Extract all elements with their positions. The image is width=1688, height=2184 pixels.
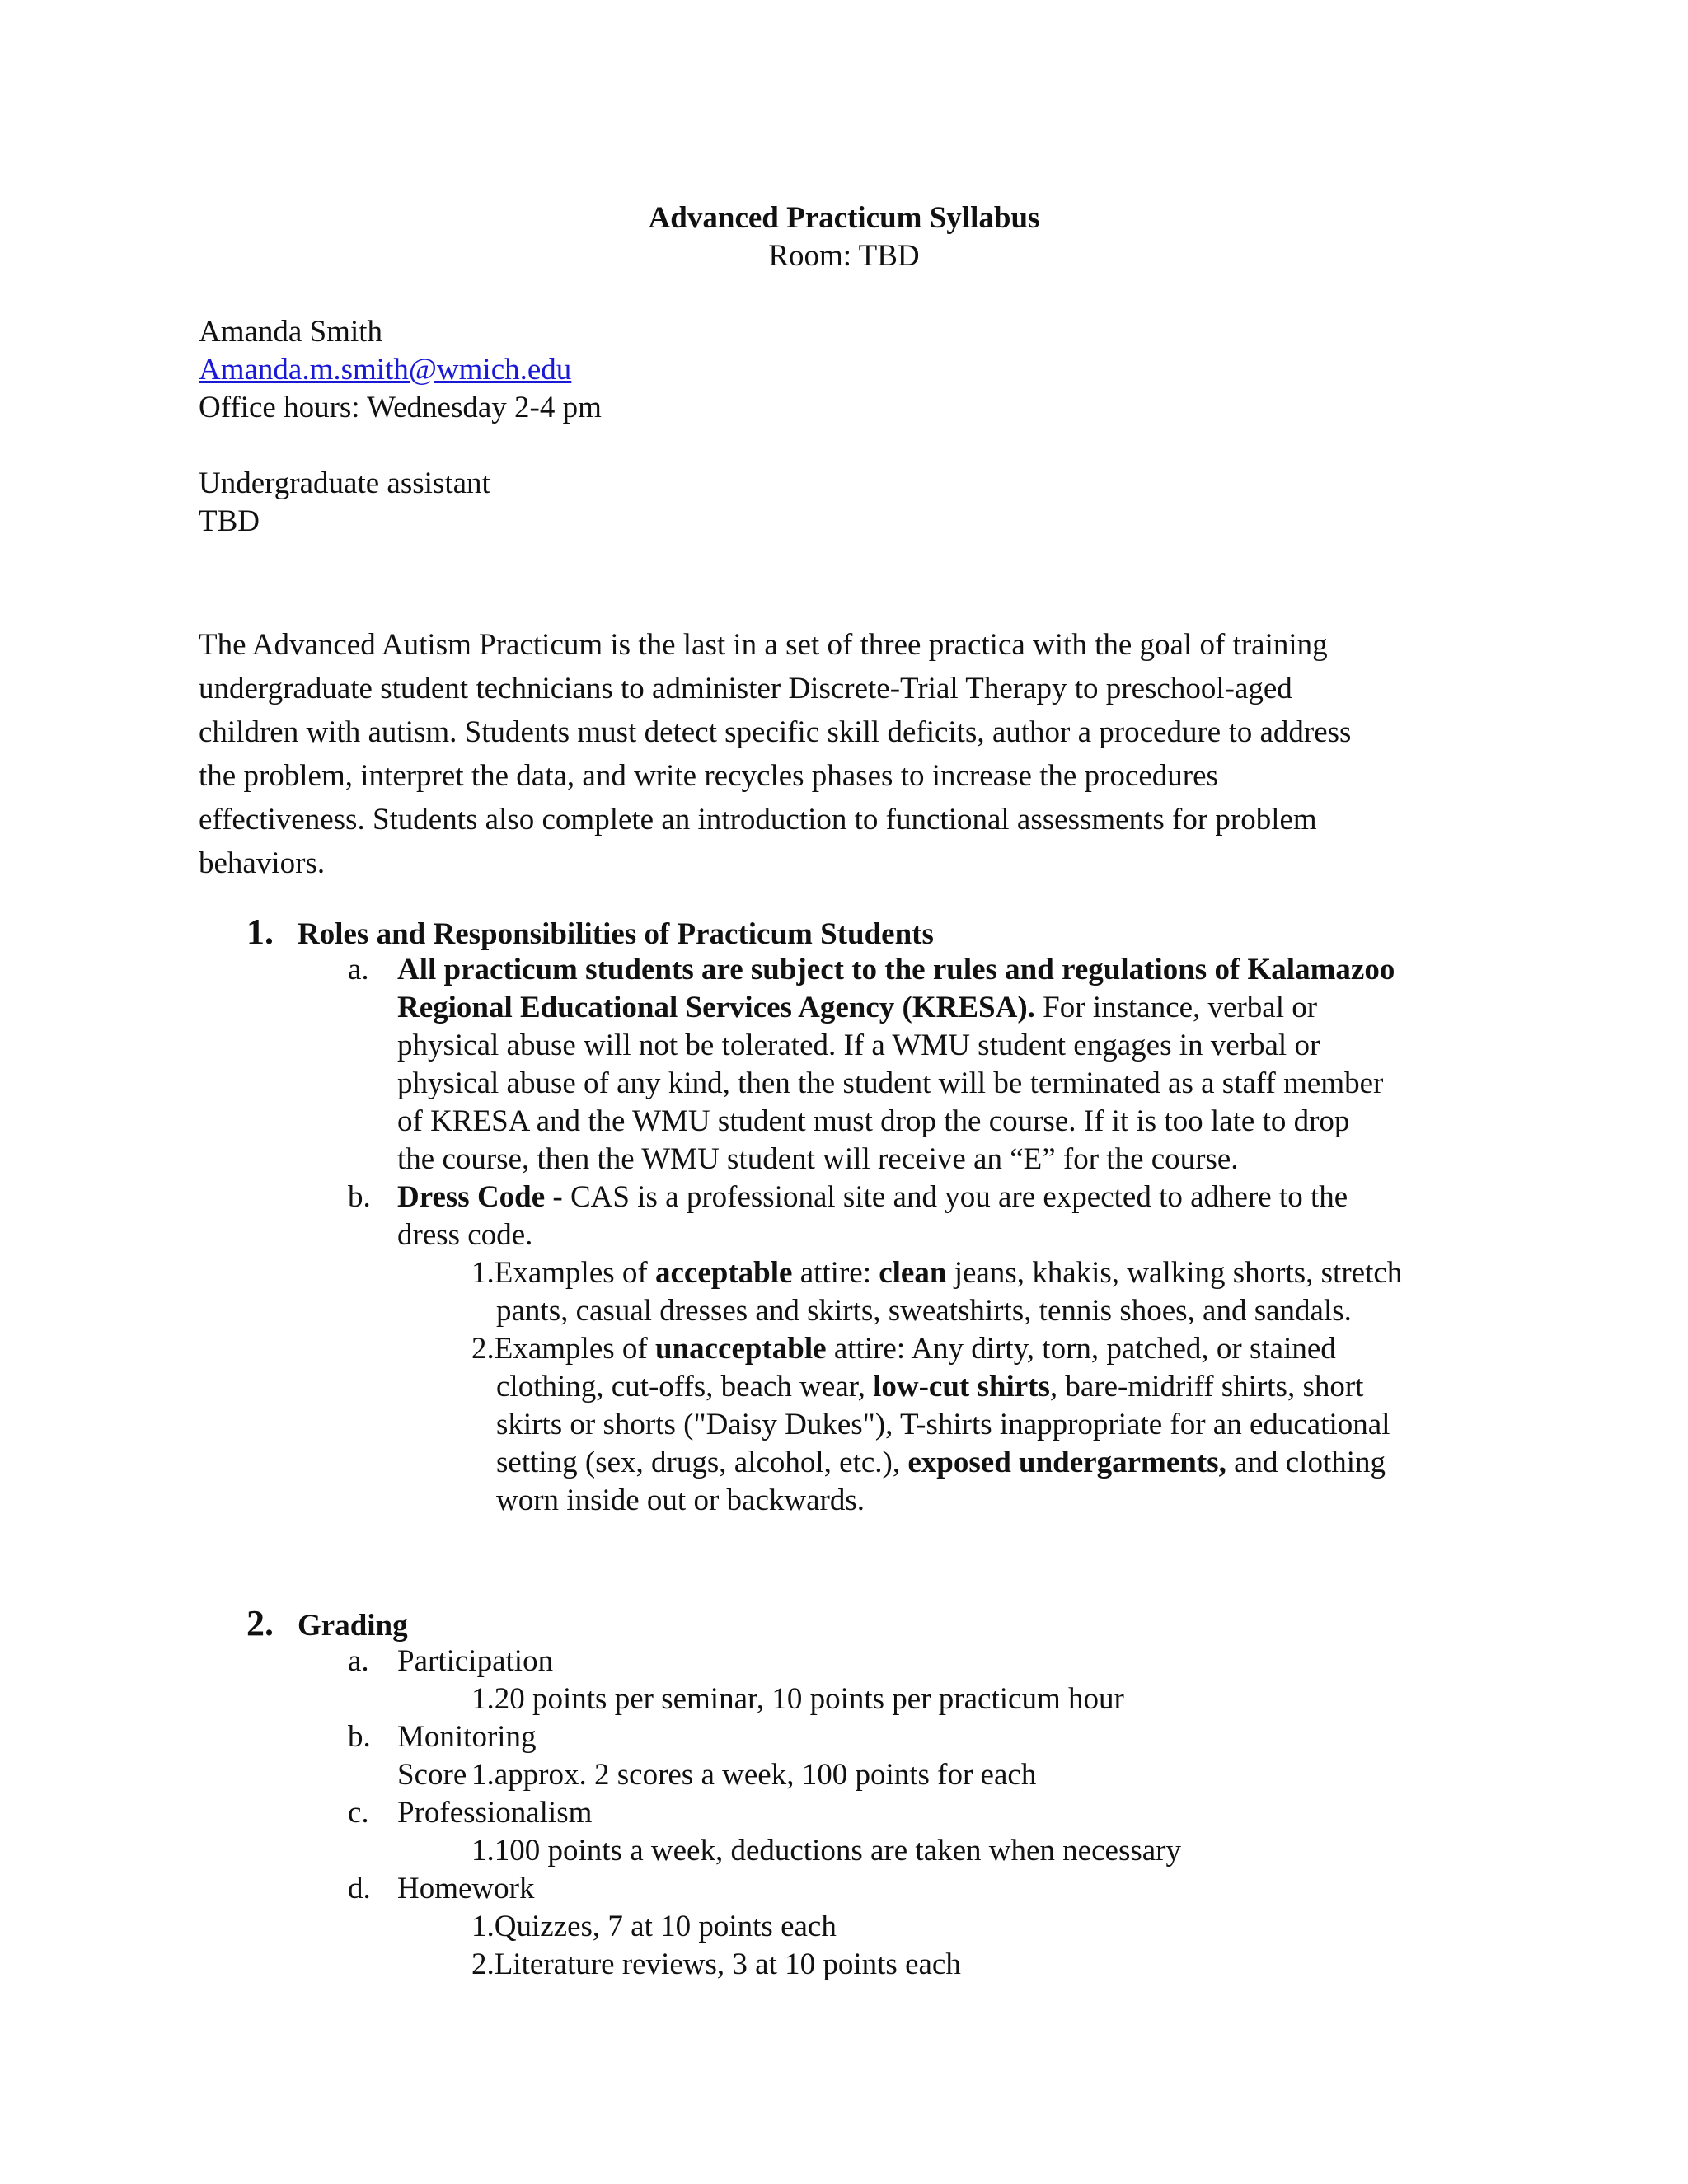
- list-text: attire: Any dirty, torn, patched, or stained: [826, 1332, 1336, 1366]
- list-text: Examples of: [494, 1256, 655, 1290]
- grading-detail: 1.100 points a week, deductions are taken when necessary: [471, 1834, 1181, 1868]
- section-title: Roles and Responsibilities of Practicum Students: [298, 917, 934, 951]
- assistant-label: Undergraduate assistant: [199, 466, 490, 500]
- list-text: skirts or shorts ("Daisy Dukes"), T-shirts inappropriate for an educational: [496, 1408, 1390, 1441]
- instructor-contact: [199, 313, 602, 427]
- list-text: physical abuse of any kind, then the student will be terminated as a staff member: [397, 1066, 1384, 1100]
- sublist-number: 1.: [471, 1256, 495, 1290]
- grading-detail: 2.Literature reviews, 3 at 10 points each: [471, 1947, 961, 1981]
- list-label: a.: [348, 1644, 369, 1678]
- room-line: Room: TBD: [768, 239, 920, 273]
- list-label: c.: [348, 1796, 369, 1830]
- grading-category: Monitoring Score: [397, 1720, 537, 1792]
- section-2-heading: [246, 1605, 408, 1645]
- section-number: 1.: [246, 912, 274, 952]
- grading-category: Participation: [397, 1644, 554, 1678]
- list-text: Examples of: [494, 1332, 655, 1366]
- list-label: d.: [348, 1872, 371, 1905]
- intro-line: children with autism. Students must detect specific skill deficits, author a procedure to address: [199, 715, 1352, 749]
- section-number: 2.: [246, 1603, 274, 1643]
- bold-term: exposed undergarments,: [907, 1446, 1226, 1479]
- intro-line: undergraduate student technicians to administer Discrete-Trial Therapy to preschool-aged: [199, 672, 1292, 705]
- list-label: b.: [348, 1180, 371, 1214]
- kresa-rule-bold: All practicum students are subject to the rules and regulations of Kalamazoo: [397, 953, 1395, 987]
- list-text: attire:: [792, 1256, 879, 1290]
- office-hours: Office hours: Wednesday 2-4 pm: [199, 391, 602, 424]
- assistant-info: [199, 465, 490, 541]
- list-text: , bare-midriff shirts, short: [1049, 1370, 1364, 1404]
- list-text: pants, casual dresses and skirts, sweatshirts, tennis shoes, and sandals.: [496, 1294, 1352, 1328]
- bold-term: clean: [879, 1256, 947, 1290]
- list-text: worn inside out or backwards.: [496, 1483, 865, 1517]
- bold-term: unacceptable: [654, 1332, 827, 1366]
- grading-detail: 1.approx. 2 scores a week, 100 points for each: [471, 1758, 1037, 1792]
- instructor-name: Amanda Smith: [199, 315, 383, 349]
- section-title: Grading: [298, 1609, 408, 1643]
- grading-detail: 1.20 points per seminar, 10 points per practicum hour: [471, 1682, 1124, 1716]
- list-text: the course, then the WMU student will receive an “E” for the course.: [397, 1142, 1239, 1176]
- assistant-name: TBD: [199, 504, 260, 538]
- grading-category: Homework: [397, 1872, 535, 1905]
- section-1-heading: [246, 913, 934, 954]
- intro-paragraph: [199, 623, 1493, 885]
- bold-term: low-cut shirts: [873, 1370, 1050, 1404]
- list-text: and clothing: [1226, 1446, 1386, 1479]
- list-text: setting (sex, drugs, alcohol, etc.),: [496, 1446, 908, 1479]
- list-text: of KRESA and the WMU student must drop the course. If it is too late to drop: [397, 1104, 1350, 1138]
- sublist-item-unacceptable: [471, 1330, 1390, 1520]
- grading-category: Professionalism: [397, 1796, 593, 1830]
- sublist-number: 2.: [471, 1332, 495, 1366]
- intro-line: effectiveness. Students also complete an introduction to functional assessments for problem: [199, 803, 1317, 837]
- list-text: physical abuse will not be tolerated. If a WMU student engages in verbal or: [397, 1029, 1320, 1062]
- instructor-email-link[interactable]: Amanda.m.smith@wmich.edu: [199, 353, 572, 387]
- sublist-item-acceptable: [471, 1254, 1402, 1330]
- page-title: Advanced Practicum Syllabus: [648, 201, 1040, 235]
- intro-line: The Advanced Autism Practicum is the last in a set of three practica with the goal of training: [199, 628, 1328, 662]
- list-text: - CAS is a professional site and you are expected to adhere to the: [545, 1180, 1348, 1214]
- list-text: dress code.: [397, 1218, 533, 1252]
- dress-code-bold: Dress Code: [397, 1180, 546, 1214]
- bold-term: acceptable: [654, 1256, 793, 1290]
- intro-line: behaviors.: [199, 846, 326, 880]
- list-label: a.: [348, 953, 369, 987]
- list-text: clothing, cut-offs, beach wear,: [496, 1370, 874, 1404]
- list-text: For instance, verbal or: [1034, 991, 1318, 1024]
- list-text: jeans, khakis, walking shorts, stretch: [946, 1256, 1403, 1290]
- list-label: b.: [348, 1720, 371, 1754]
- intro-line: the problem, interpret the data, and write recycles phases to increase the procedures: [199, 759, 1218, 793]
- grading-detail: 1.Quizzes, 7 at 10 points each: [471, 1910, 837, 1943]
- kresa-rule-bold: Regional Educational Services Agency (KRESA).: [397, 991, 1035, 1024]
